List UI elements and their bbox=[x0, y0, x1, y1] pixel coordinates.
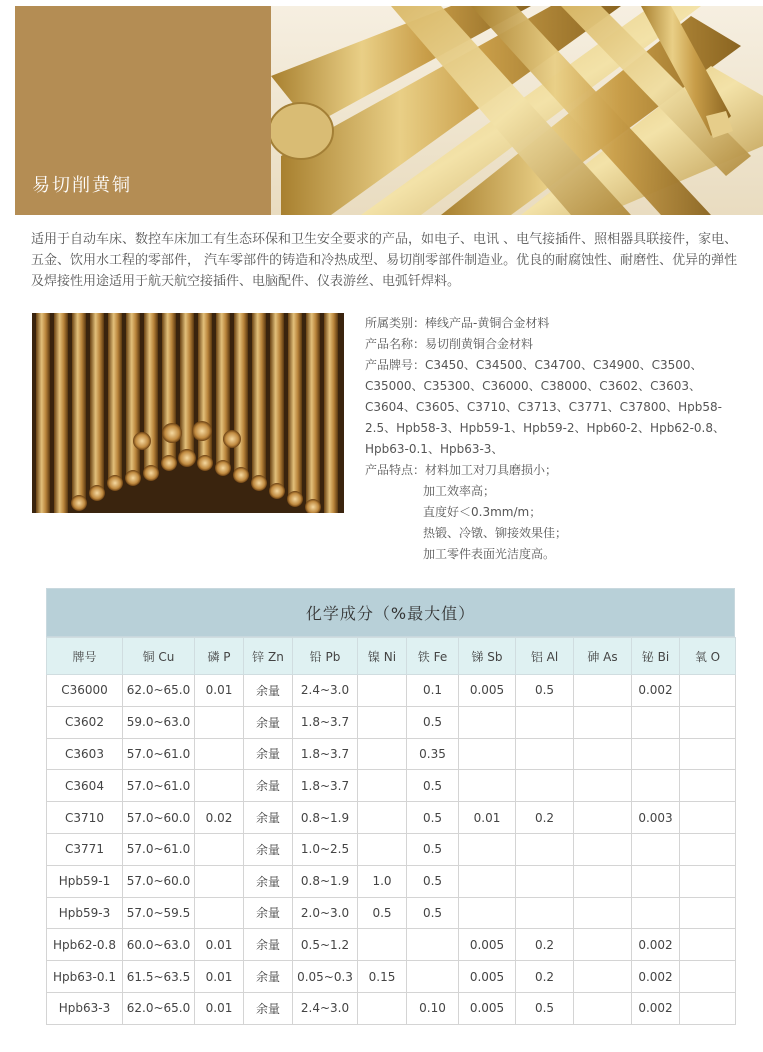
value-cell: 0.01 bbox=[195, 992, 244, 1024]
spec-feature: 加工零件表面光洁度高。 bbox=[423, 547, 556, 561]
value-cell: 0.05~0.3 bbox=[293, 961, 358, 993]
value-cell bbox=[358, 738, 407, 770]
table-row bbox=[47, 706, 736, 738]
value-cell: 0.005 bbox=[459, 961, 516, 993]
value-cell: 57.0~60.0 bbox=[123, 802, 195, 834]
value-cell bbox=[632, 738, 680, 770]
column-header: 铜 Cu bbox=[123, 638, 195, 675]
value-cell: 59.0~63.0 bbox=[123, 706, 195, 738]
value-cell: 余量 bbox=[244, 929, 293, 961]
value-cell bbox=[574, 961, 632, 993]
spec-features-label: 产品特点：材料加工对刀具磨损小； bbox=[365, 463, 558, 477]
value-cell: 60.0~63.0 bbox=[123, 929, 195, 961]
value-cell: 0.005 bbox=[459, 929, 516, 961]
value-cell: 余量 bbox=[244, 897, 293, 929]
value-cell: 0.01 bbox=[459, 802, 516, 834]
table-row bbox=[47, 675, 736, 707]
value-cell: 0.2 bbox=[516, 802, 574, 834]
value-cell bbox=[574, 865, 632, 897]
value-cell bbox=[632, 833, 680, 865]
table-row bbox=[47, 929, 736, 961]
value-cell bbox=[516, 865, 574, 897]
value-cell: 0.005 bbox=[459, 992, 516, 1024]
value-cell: 57.0~61.0 bbox=[123, 738, 195, 770]
spec-product-name: 产品名称：易切削黄铜合金材料 bbox=[365, 337, 534, 351]
value-cell: 1.8~3.7 bbox=[293, 770, 358, 802]
value-cell: 余量 bbox=[244, 802, 293, 834]
value-cell bbox=[516, 738, 574, 770]
value-cell bbox=[358, 833, 407, 865]
table-row bbox=[47, 833, 736, 865]
value-cell bbox=[516, 770, 574, 802]
value-cell: 余量 bbox=[244, 992, 293, 1024]
column-header: 锌 Zn bbox=[244, 638, 293, 675]
spec-feature: 直度好＜0.3mm/m； bbox=[423, 505, 542, 519]
value-cell bbox=[195, 738, 244, 770]
value-cell: 0.5~1.2 bbox=[293, 929, 358, 961]
value-cell bbox=[358, 770, 407, 802]
value-cell bbox=[574, 833, 632, 865]
spec-feature: 加工效率高； bbox=[423, 484, 496, 498]
grade-cell: C3771 bbox=[47, 833, 123, 865]
value-cell: 61.5~63.5 bbox=[123, 961, 195, 993]
value-cell bbox=[632, 865, 680, 897]
table-row bbox=[47, 961, 736, 993]
value-cell bbox=[459, 897, 516, 929]
value-cell bbox=[459, 865, 516, 897]
grade-cell: C3602 bbox=[47, 706, 123, 738]
value-cell: 0.5 bbox=[516, 675, 574, 707]
value-cell: 0.1 bbox=[407, 675, 459, 707]
value-cell: 2.0~3.0 bbox=[293, 897, 358, 929]
value-cell bbox=[680, 865, 736, 897]
value-cell: 余量 bbox=[244, 706, 293, 738]
value-cell bbox=[516, 706, 574, 738]
value-cell: 0.5 bbox=[516, 992, 574, 1024]
value-cell bbox=[680, 770, 736, 802]
value-cell: 0.10 bbox=[407, 992, 459, 1024]
value-cell bbox=[574, 770, 632, 802]
banner-title: 易切削黄铜 bbox=[32, 175, 132, 196]
value-cell bbox=[195, 833, 244, 865]
brass-rods-banner-image bbox=[271, 6, 763, 215]
value-cell: 0.01 bbox=[195, 961, 244, 993]
value-cell bbox=[574, 738, 632, 770]
value-cell: 0.01 bbox=[195, 675, 244, 707]
value-cell: 0.002 bbox=[632, 992, 680, 1024]
value-cell: 0.002 bbox=[632, 929, 680, 961]
column-header: 铝 Al bbox=[516, 638, 574, 675]
value-cell bbox=[680, 929, 736, 961]
value-cell bbox=[574, 929, 632, 961]
value-cell bbox=[195, 897, 244, 929]
value-cell: 62.0~65.0 bbox=[123, 992, 195, 1024]
value-cell bbox=[680, 992, 736, 1024]
value-cell: 0.005 bbox=[459, 675, 516, 707]
grade-cell: C3603 bbox=[47, 738, 123, 770]
value-cell: 0.01 bbox=[195, 929, 244, 961]
value-cell: 余量 bbox=[244, 833, 293, 865]
column-header: 牌号 bbox=[47, 638, 123, 675]
value-cell: 2.4~3.0 bbox=[293, 992, 358, 1024]
value-cell: 余量 bbox=[244, 865, 293, 897]
value-cell bbox=[358, 802, 407, 834]
value-cell bbox=[680, 897, 736, 929]
grade-cell: C3604 bbox=[47, 770, 123, 802]
value-cell: 0.02 bbox=[195, 802, 244, 834]
column-header: 铋 Bi bbox=[632, 638, 680, 675]
value-cell: 0.2 bbox=[516, 929, 574, 961]
column-header: 锑 Sb bbox=[459, 638, 516, 675]
value-cell: 0.8~1.9 bbox=[293, 865, 358, 897]
value-cell bbox=[574, 706, 632, 738]
spec-category: 所属类别：棒线产品-黄铜合金材料 bbox=[365, 316, 550, 330]
value-cell bbox=[574, 802, 632, 834]
value-cell bbox=[516, 897, 574, 929]
column-header: 磷 P bbox=[195, 638, 244, 675]
value-cell: 余量 bbox=[244, 738, 293, 770]
value-cell: 1.0~2.5 bbox=[293, 833, 358, 865]
column-header: 铅 Pb bbox=[293, 638, 358, 675]
table-row bbox=[47, 738, 736, 770]
value-cell: 2.4~3.0 bbox=[293, 675, 358, 707]
value-cell: 0.8~1.9 bbox=[293, 802, 358, 834]
value-cell: 0.2 bbox=[516, 961, 574, 993]
value-cell bbox=[680, 738, 736, 770]
value-cell: 57.0~61.0 bbox=[123, 770, 195, 802]
value-cell: 62.0~65.0 bbox=[123, 675, 195, 707]
column-header: 氧 O bbox=[680, 638, 736, 675]
value-cell bbox=[574, 897, 632, 929]
value-cell bbox=[358, 992, 407, 1024]
value-cell bbox=[680, 706, 736, 738]
value-cell: 0.5 bbox=[407, 897, 459, 929]
value-cell: 1.8~3.7 bbox=[293, 738, 358, 770]
chemical-composition-table bbox=[46, 588, 735, 1025]
value-cell: 57.0~60.0 bbox=[123, 865, 195, 897]
grade-cell: Hpb59-1 bbox=[47, 865, 123, 897]
grade-cell: Hpb62-0.8 bbox=[47, 929, 123, 961]
value-cell: 0.35 bbox=[407, 738, 459, 770]
value-cell: 0.5 bbox=[407, 706, 459, 738]
value-cell: 0.003 bbox=[632, 802, 680, 834]
value-cell: 0.5 bbox=[407, 865, 459, 897]
value-cell bbox=[516, 833, 574, 865]
value-cell bbox=[680, 961, 736, 993]
value-cell bbox=[632, 706, 680, 738]
value-cell: 余量 bbox=[244, 770, 293, 802]
value-cell: 57.0~61.0 bbox=[123, 833, 195, 865]
value-cell: 余量 bbox=[244, 675, 293, 707]
grade-cell: C3710 bbox=[47, 802, 123, 834]
value-cell: 0.5 bbox=[407, 802, 459, 834]
value-cell: 0.5 bbox=[407, 833, 459, 865]
spec-feature: 热锻、冷镦、铆接效果佳； bbox=[423, 526, 568, 540]
banner-title-panel bbox=[15, 6, 271, 215]
value-cell: 0.15 bbox=[358, 961, 407, 993]
table-row bbox=[47, 897, 736, 929]
value-cell bbox=[459, 770, 516, 802]
value-cell bbox=[574, 675, 632, 707]
grade-cell: Hpb63-3 bbox=[47, 992, 123, 1024]
value-cell bbox=[358, 675, 407, 707]
table-title: 化学成分（%最大值） bbox=[46, 588, 735, 637]
value-cell: 0.5 bbox=[358, 897, 407, 929]
value-cell: 0.002 bbox=[632, 961, 680, 993]
value-cell bbox=[407, 961, 459, 993]
column-header: 铁 Fe bbox=[407, 638, 459, 675]
table-header-row bbox=[47, 638, 736, 675]
value-cell bbox=[459, 738, 516, 770]
grade-cell: C36000 bbox=[47, 675, 123, 707]
value-cell bbox=[680, 833, 736, 865]
brass-rods-product-image bbox=[32, 313, 344, 513]
spec-grades: 产品牌号：C3450、C34500、C34700、C34900、C3500、C35000、C35300、C36000、C38000、C3602、C3603、C3604、C3605、C3710、C3713、C3771、C37800、Hpb58-2.5、Hpb58-3、Hpb59-1、Hpb59-2、Hpb60-2、Hpb62-0.8、Hpb63-0.1、Hpb63-3、 bbox=[365, 358, 725, 456]
value-cell: 1.0 bbox=[358, 865, 407, 897]
table-row bbox=[47, 802, 736, 834]
hero-banner bbox=[15, 6, 763, 215]
value-cell bbox=[358, 929, 407, 961]
column-header: 镍 Ni bbox=[358, 638, 407, 675]
value-cell bbox=[407, 929, 459, 961]
value-cell bbox=[680, 802, 736, 834]
table-row bbox=[47, 770, 736, 802]
table-row bbox=[47, 992, 736, 1024]
value-cell bbox=[680, 675, 736, 707]
grade-cell: Hpb63-0.1 bbox=[47, 961, 123, 993]
value-cell bbox=[632, 770, 680, 802]
value-cell: 1.8~3.7 bbox=[293, 706, 358, 738]
product-specs bbox=[365, 313, 750, 565]
value-cell bbox=[459, 706, 516, 738]
value-cell bbox=[195, 706, 244, 738]
value-cell: 余量 bbox=[244, 961, 293, 993]
value-cell bbox=[574, 992, 632, 1024]
table-row bbox=[47, 865, 736, 897]
value-cell bbox=[632, 897, 680, 929]
value-cell: 0.002 bbox=[632, 675, 680, 707]
value-cell bbox=[358, 706, 407, 738]
composition-table bbox=[46, 637, 736, 1025]
value-cell: 0.5 bbox=[407, 770, 459, 802]
grade-cell: Hpb59-3 bbox=[47, 897, 123, 929]
column-header: 砷 As bbox=[574, 638, 632, 675]
value-cell bbox=[195, 770, 244, 802]
value-cell bbox=[459, 833, 516, 865]
value-cell bbox=[195, 865, 244, 897]
value-cell: 57.0~59.5 bbox=[123, 897, 195, 929]
intro-paragraph: 适用于自动车床、数控车床加工有生态环保和卫生安全要求的产品，如电子、电讯 、电气接插件、照相器具联接件，家电、五金、饮用水工程的零部件， 汽车零部件的铸造和冷热成型、易切削零部件制造业。优良的耐腐蚀性、耐磨性、优异的弹性及焊接性用途适用于航天航空接插件、电脑配件、仪表游丝、电弧钎焊料。 bbox=[31, 232, 738, 289]
